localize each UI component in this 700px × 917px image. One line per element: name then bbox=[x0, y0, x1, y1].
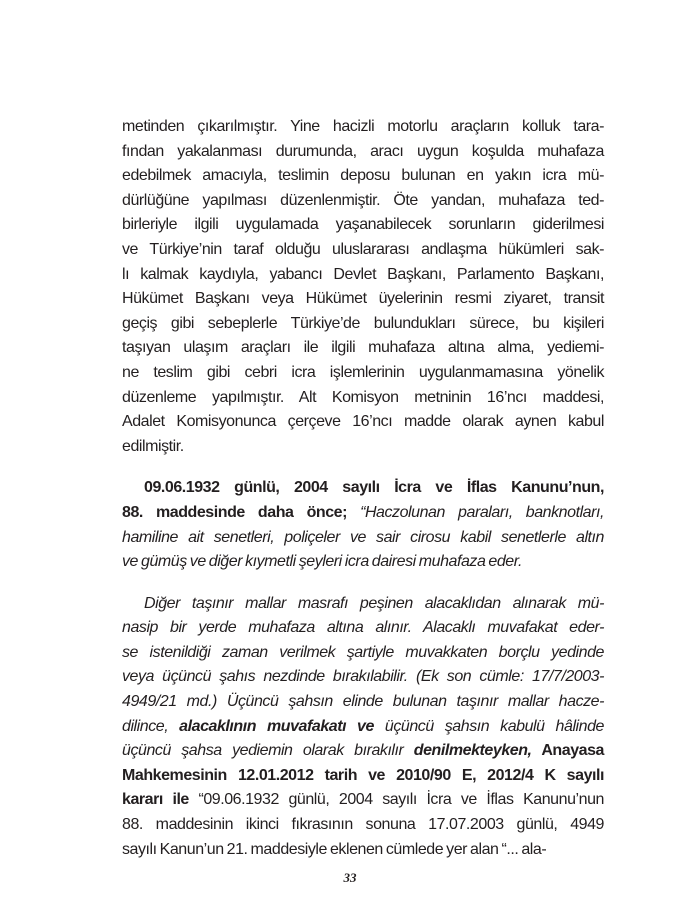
text-line bbox=[122, 641, 604, 666]
text-line bbox=[122, 312, 604, 337]
text-segment: düzenleme yapılmıştır. Alt Komisyon metninin 16’ncı maddesi, bbox=[122, 388, 604, 406]
text-segment: 88. maddesinin ikinci fıkrasının sonuna 17.07.2003 günlü, 4949 bbox=[122, 816, 604, 834]
text-segment: metinden çıkarılmıştır. Yine hacizli motorlu araçların kolluk tara- bbox=[122, 118, 604, 135]
page-body bbox=[122, 0, 604, 862]
text-line bbox=[122, 287, 604, 312]
bold-italic-text: denilmekteyken, bbox=[413, 742, 532, 760]
text-line bbox=[122, 550, 604, 575]
bold-text: Anayasa bbox=[531, 742, 604, 760]
text-segment: sayılı Kanun’un 21. maddesiyle eklenen cümlede yer alan “... ala- bbox=[122, 840, 547, 858]
italic-text: se istenildiği zaman verilmek şartiyle muvakkaten borçlu yedinde bbox=[122, 643, 604, 661]
text-line bbox=[122, 665, 604, 690]
text-segment: Hükümet Başkanı veya Hükümet üyelerinin resmi ziyaret, transit bbox=[122, 290, 604, 308]
text-segment: Adalet Komisyonunca çerçeve 16’ncı madde olarak aynen kabul bbox=[122, 413, 604, 431]
paragraph bbox=[122, 476, 604, 574]
text-segment: ne teslim gibi cebri icra işlemlerinin uygulanmamasına yönelik bbox=[122, 363, 604, 381]
italic-text: nasip bir yerde muhafaza altına alınır. Alacaklı muvafakat eder- bbox=[122, 619, 604, 637]
text-line bbox=[122, 213, 604, 238]
text-line bbox=[122, 435, 604, 460]
text-line bbox=[122, 813, 604, 838]
text-segment: “09.06.1932 günlü, 2004 sayılı İcra ve İflas Kanunu’nun bbox=[188, 791, 604, 809]
bold-text: kararı ile bbox=[122, 791, 189, 809]
text-line bbox=[122, 788, 604, 813]
text-segment: birleriyle ilgili uygulamada yaşanabilecek sorunların giderilmesi bbox=[122, 216, 604, 234]
italic-text: “Haczolunan paraları, banknotları, bbox=[360, 503, 604, 521]
text-line bbox=[122, 690, 604, 715]
text-line bbox=[122, 764, 604, 789]
paragraph-gap bbox=[122, 459, 604, 476]
text-segment: taşıyan ulaşım araçları ile ilgili muhafaza altına alma, yediemi- bbox=[122, 339, 604, 357]
text-line bbox=[122, 616, 604, 641]
italic-text: 4949/21 md.) Üçüncü şahsın elinde bulunan taşınır mallar hacze- bbox=[122, 693, 604, 711]
text-line bbox=[122, 526, 604, 551]
text-line bbox=[122, 115, 604, 140]
text-line bbox=[122, 140, 604, 165]
text-segment: dürlüğüne yapılması düzenlenmiştir. Öte yandan, muhafaza ted- bbox=[122, 191, 604, 209]
text-segment: fından yakalanması durumunda, aracı uygun koşulda muhafaza bbox=[122, 142, 604, 160]
text-line bbox=[122, 476, 604, 501]
text-segment: ve Türkiye’nin taraf olduğu uluslararası andlaşma hükümleri sak- bbox=[122, 240, 604, 258]
bold-text: Mahkemesinin 12.01.2012 tarih ve 2010/90 E, 2012/4 K sayılı bbox=[122, 766, 604, 784]
bold-text: 09.06.1932 günlü, 2004 sayılı İcra ve İflas Kanunu’nun, bbox=[144, 479, 604, 497]
paragraph bbox=[122, 115, 604, 459]
text-line bbox=[122, 715, 604, 740]
text-segment: lı kalmak kaydıyla, yabancı Devlet Başkanı, Parlamento Başkanı, bbox=[122, 265, 604, 283]
text-line bbox=[122, 238, 604, 263]
text-line bbox=[122, 361, 604, 386]
italic-text: üçüncü şahsın kabulü hâlinde bbox=[373, 717, 605, 735]
page-number: 33 bbox=[343, 870, 357, 886]
paragraph-gap bbox=[122, 575, 604, 592]
italic-text: veya üçüncü şahıs nezdinde bırakılabilir. (Ek son cümle: 17/7/2003- bbox=[122, 668, 604, 686]
bold-text: 88. maddesinde daha önce; bbox=[122, 503, 361, 521]
text-line bbox=[122, 263, 604, 288]
text-line bbox=[122, 189, 604, 214]
text-line bbox=[122, 501, 604, 526]
italic-text: ve gümüş ve diğer kıymetli şeyleri icra dairesi muhafaza eder. bbox=[122, 553, 523, 571]
italic-text: hamiline ait senetleri, poliçeler ve sair cirosu kabil senetlerle altın bbox=[122, 528, 604, 546]
text-line bbox=[122, 164, 604, 189]
paragraph bbox=[122, 592, 604, 863]
text-segment: edebilmek amacıyla, teslimin deposu bulunan en yakın icra mü- bbox=[122, 167, 604, 185]
text-line bbox=[122, 739, 604, 764]
text-line bbox=[122, 838, 604, 863]
italic-text: Diğer taşınır mallar masrafı peşinen alacaklıdan alınarak mü- bbox=[144, 594, 604, 612]
text-line bbox=[122, 336, 604, 361]
text-segment: edilmiştir. bbox=[122, 437, 184, 455]
text-line bbox=[122, 410, 604, 435]
bold-italic-text: alacaklının muvafakatı ve bbox=[179, 717, 374, 735]
text-line bbox=[122, 386, 604, 411]
italic-text: üçüncü şahsa yediemin olarak bırakılır bbox=[122, 742, 414, 760]
italic-text: dilince, bbox=[122, 717, 180, 735]
text-segment: geçiş gibi sebeplerle Türkiye’de bulundukları sürece, bu kişileri bbox=[122, 314, 604, 332]
text-line bbox=[122, 592, 604, 617]
